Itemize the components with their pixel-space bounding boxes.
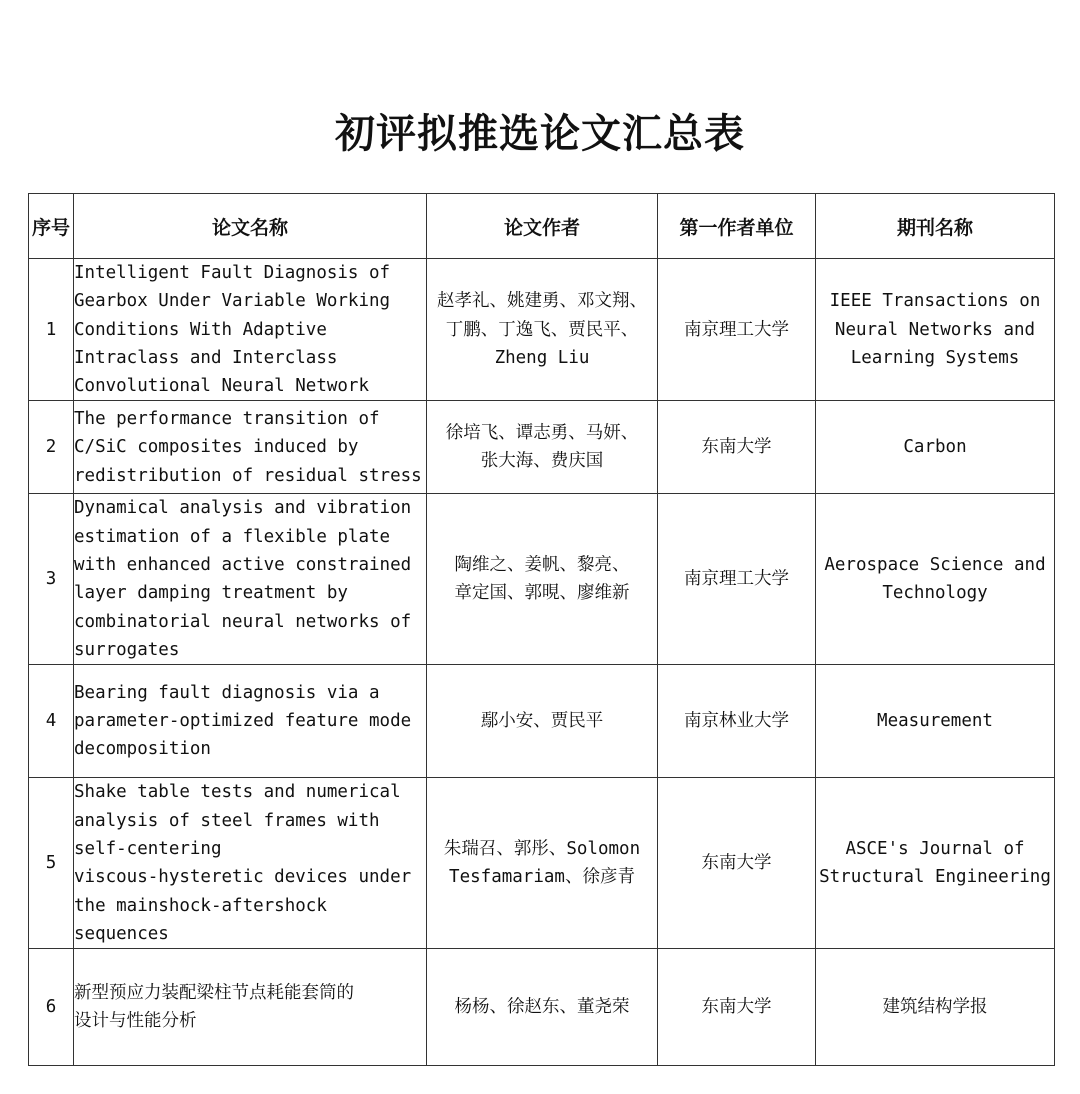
title-line: Intraclass and Interclass [74, 347, 338, 368]
row-index: 4 [29, 665, 74, 778]
title-line: estimation of a flexible plate [74, 526, 391, 547]
journal-line: Aerospace Science and [824, 555, 1046, 576]
title-line: surrogates [74, 639, 180, 660]
title-line: C/SiC composites induced by [74, 437, 359, 458]
author-line: 丁鹏、丁逸飞、贾民平、 [445, 319, 639, 340]
table-header-row [29, 194, 1055, 259]
title-line: redistribution of residual stress [74, 465, 422, 486]
journal-name [816, 259, 1055, 401]
title-line: decomposition [74, 739, 211, 760]
header-index: 序号 [29, 194, 74, 259]
row-index: 1 [29, 259, 74, 401]
journal-line: ASCE's Journal of [845, 838, 1025, 859]
title-line: sequences [74, 923, 169, 944]
table-row [29, 401, 1055, 494]
journal-line: Learning Systems [850, 347, 1020, 368]
title-line: the mainshock-aftershock [74, 895, 327, 916]
author-line: 张大海、费庆国 [480, 451, 604, 472]
first-author-unit: 东南大学 [658, 778, 816, 949]
title-line: The performance transition of [74, 409, 380, 430]
paper-title [74, 494, 427, 665]
header-first-author-unit: 第一作者单位 [658, 194, 816, 259]
author-line: 陶维之、姜帆、黎亮、 [454, 555, 630, 576]
paper-authors [427, 494, 658, 665]
author-line: 章定国、郭晛、廖维新 [454, 583, 630, 604]
title-line: Dynamical analysis and vibration [74, 498, 412, 519]
title-line: viscous-hysteretic devices under [74, 867, 412, 888]
title-line: Intelligent Fault Diagnosis of [74, 263, 391, 283]
document-title: 初评拟推选论文汇总表 [335, 110, 745, 157]
title-line: 新型预应力装配梁柱节点耗能套筒的 [74, 982, 354, 1003]
paper-authors [427, 949, 658, 1066]
journal-line: Structural Engineering [819, 867, 1051, 888]
paper-title [74, 949, 427, 1066]
header-authors: 论文作者 [427, 194, 658, 259]
title-line: parameter-optimized feature mode [74, 711, 412, 732]
journal-line: Technology [882, 583, 988, 604]
paper-title [74, 401, 427, 494]
paper-authors [427, 665, 658, 778]
table-row [29, 778, 1055, 949]
title-line: analysis of steel frames with [74, 810, 380, 831]
paper-summary-table [28, 193, 1055, 1066]
title-line: layer damping treatment by [74, 583, 348, 604]
journal-line: Neural Networks and [834, 319, 1036, 340]
row-index: 3 [29, 494, 74, 665]
title-line: self-centering [74, 838, 222, 859]
first-author-unit: 南京林业大学 [658, 665, 816, 778]
journal-line: 建筑结构学报 [882, 997, 988, 1018]
journal-name [816, 949, 1055, 1066]
title-line: Conditions With Adaptive [74, 319, 327, 340]
title-line: Bearing fault diagnosis via a [74, 682, 380, 703]
first-author-unit: 东南大学 [658, 401, 816, 494]
author-line: 朱瑞召、郭彤、Solomon [443, 838, 641, 859]
title-line: combinatorial neural networks of [74, 611, 412, 632]
journal-line: Measurement [877, 711, 993, 732]
author-line: 徐培飞、谭志勇、马妍、 [445, 423, 639, 444]
table-row [29, 494, 1055, 665]
journal-line: Carbon [903, 437, 967, 458]
title-line: Gearbox Under Variable Working [74, 291, 391, 312]
first-author-unit: 南京理工大学 [658, 259, 816, 401]
paper-title [74, 259, 427, 401]
title-line: 设计与性能分析 [74, 1011, 197, 1032]
table-row [29, 665, 1055, 778]
journal-line: IEEE Transactions on [829, 291, 1041, 312]
row-index: 6 [29, 949, 74, 1066]
table-row [29, 259, 1055, 401]
author-line: Zheng Liu [494, 347, 590, 368]
header-journal: 期刊名称 [816, 194, 1055, 259]
first-author-unit: 南京理工大学 [658, 494, 816, 665]
title-line: with enhanced active constrained [74, 555, 412, 576]
author-line: 鄢小安、贾民平 [480, 711, 604, 732]
title-line: Convolutional Neural Network [74, 376, 370, 397]
table-row [29, 949, 1055, 1066]
header-paper-title: 论文名称 [74, 194, 427, 259]
paper-title [74, 778, 427, 949]
first-author-unit: 东南大学 [658, 949, 816, 1066]
journal-name [816, 778, 1055, 949]
title-line: Shake table tests and numerical [74, 782, 401, 803]
author-line: 赵孝礼、姚建勇、邓文翔、 [437, 291, 647, 312]
journal-name [816, 494, 1055, 665]
paper-authors [427, 778, 658, 949]
journal-name [816, 401, 1055, 494]
journal-name [816, 665, 1055, 778]
author-line: Tesfamariam、徐彦青 [449, 867, 635, 888]
paper-authors [427, 401, 658, 494]
paper-authors [427, 259, 658, 401]
author-line: 杨杨、徐赵东、董尧荣 [454, 997, 630, 1018]
row-index: 2 [29, 401, 74, 494]
row-index: 5 [29, 778, 74, 949]
paper-title [74, 665, 427, 778]
